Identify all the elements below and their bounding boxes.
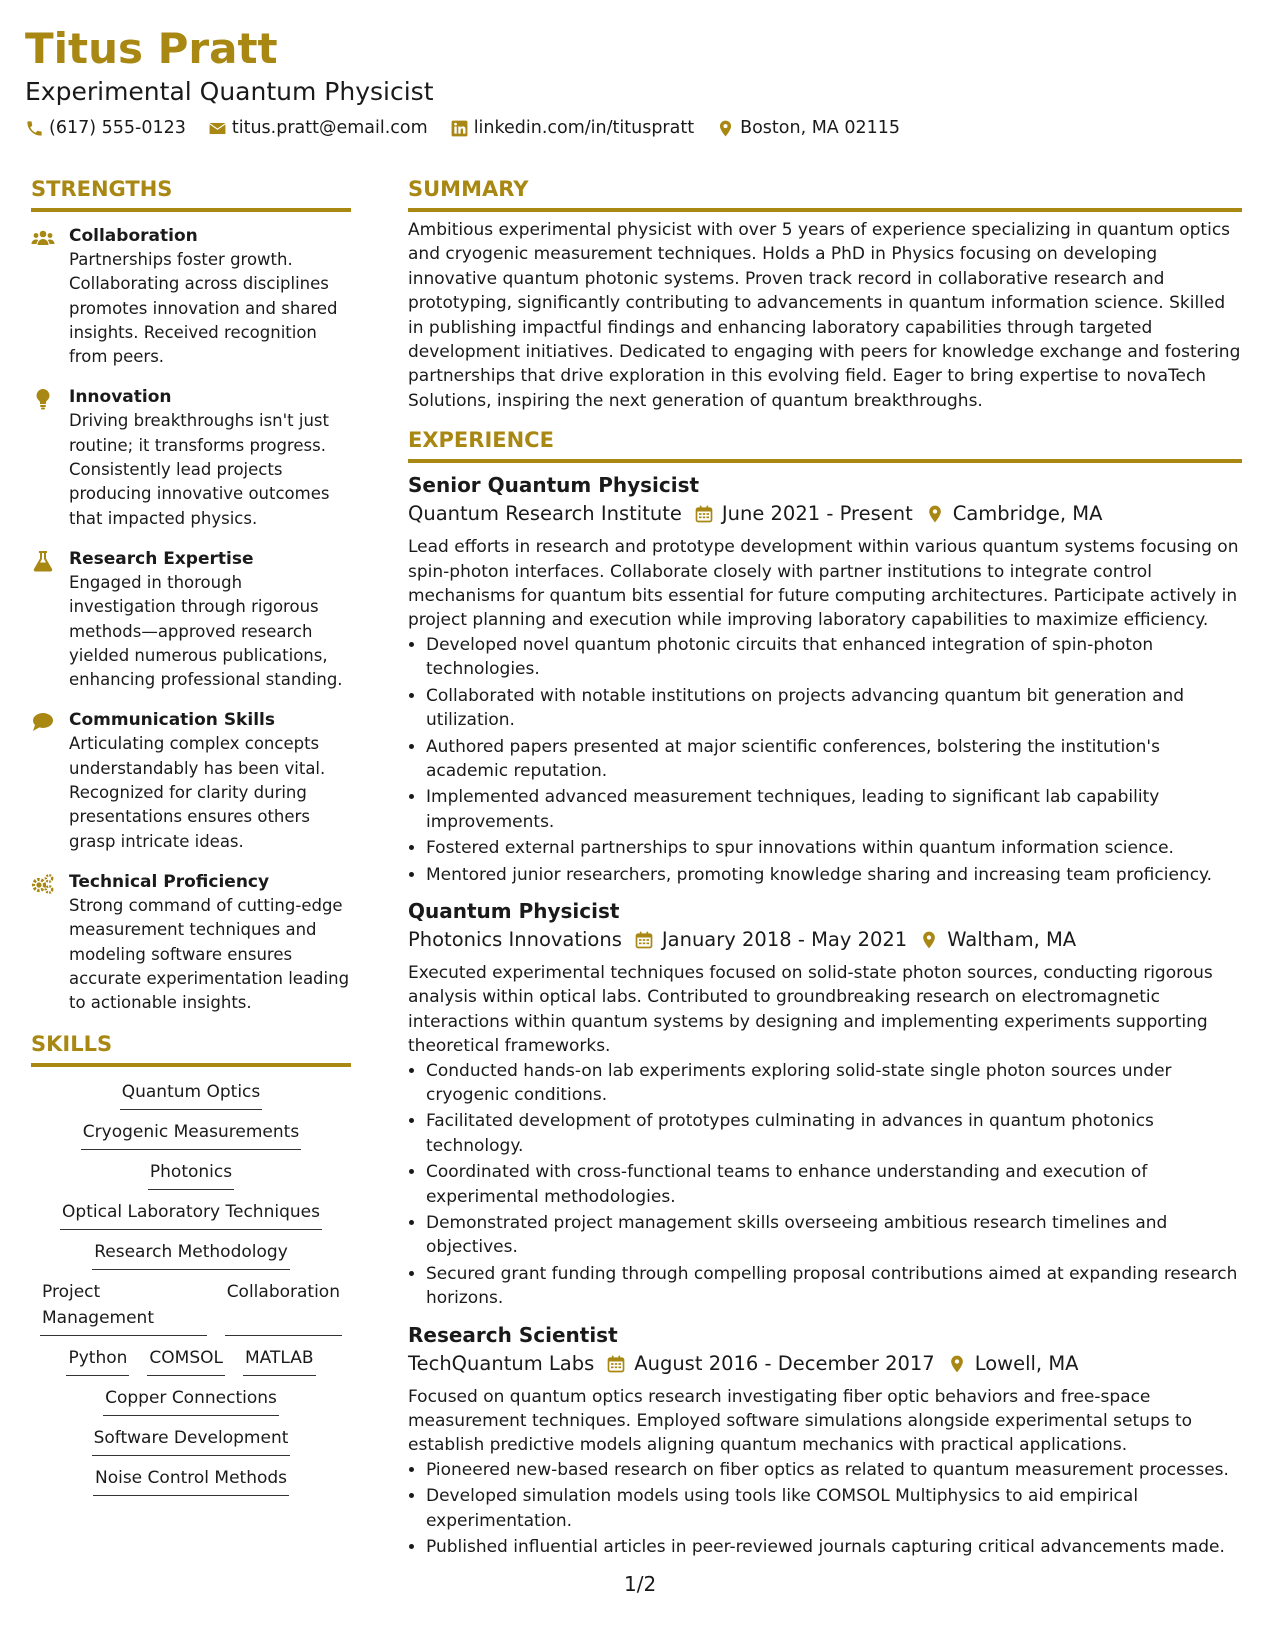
strength-text: Engaged in thorough investigation through rigorous methods—approved research yielded numerous publications, enhancing professional standing. [69,572,343,690]
page-number: 1/2 [624,1572,657,1596]
job-meta [408,925,1242,955]
skill-tag: Copper Connections [103,1385,279,1416]
job-entry [408,1321,1242,1560]
strength-item [31,708,351,853]
left-column [31,176,351,1505]
skill-tag: Software Development [92,1425,291,1456]
calendar-icon [634,930,654,950]
map-pin-icon [925,504,945,524]
map-pin-icon [716,119,735,138]
envelope-icon [208,119,227,138]
bullet-item: • Conducted hands-on lab experiments exploring solid-state single photon sources under cryogenic conditions. [426,1059,1242,1108]
flask-icon [31,550,55,572]
skills-heading: SKILLS [31,1031,351,1067]
job-bullets [408,633,1242,887]
strength-title: Technical Proficiency [69,871,270,892]
skill-tag: Research Methodology [92,1239,290,1270]
bullet-item: • Implemented advanced measurement techniques, leading to significant lab capability improvements. [426,785,1242,834]
job-title: Research Scientist [408,1322,618,1347]
skill-tag: Cryogenic Measurements [81,1119,301,1150]
header [25,22,922,138]
contact-phone [25,118,186,138]
contact-row [25,118,922,138]
job-description: Executed experimental techniques focused on solid-state photon sources, conducting rigorous analysis within optical labs. Contributed to groundbreaking research on electromagnetic interactions within quantum systems by designing and implementing experiments supporting theoretical frameworks. [408,962,1213,1057]
summary-text: Ambitious experimental physicist with over 5 years of experience specializing in quantum optics and cryogenic measurement techniques. Holds a PhD in Physics focusing on developing innovative quantum photonic systems. Proven track record in collaborative research and prototyping, significantly contributing to advancements in quantum information science. Skilled in publishing impactful findings and enhancing laboratory capabilities through targeted development initiatives. Dedicated to engaging with peers for knowledge exchange and fostering partnerships that drive exploration in this evolving field. Eager to bring expertise to novaTech Solutions, inspiring the next generation of quantum breakthroughs. [408,220,1241,411]
phone-text: (617) 555-0123 [49,118,186,138]
bullet-item: • Secured grant funding through compelling proposal contributions aimed at expanding research horizons. [426,1262,1242,1311]
strength-title: Collaboration [69,226,198,246]
strength-text: Driving breakthroughs isn't just routine; it transforms progress. Consistently lead projects producing innovative outcomes that impacted physics. [69,411,330,528]
strength-title: Communication Skills [69,710,275,731]
strength-text: Articulating complex concepts understandably has been vital. Recognized for clarity during presentations ensures others grasp intricate ideas. [69,734,326,851]
job-bullets [408,1059,1242,1311]
gears-icon [31,873,55,895]
strengths-heading: STRENGTHS [31,176,351,212]
job-description: Lead efforts in research and prototype development within various quantum systems focusing on spin-photon interfaces. Collaborate closely with partner institutions to integrate control mechanisms for quantum bits essential for future computing architectures. Participate actively in project planning and execution while improving laboratory capabilities to maximize efficiency. [408,537,1239,631]
contact-location [716,118,900,138]
candidate-name: Titus Pratt [25,24,278,73]
skill-tag: Project Management [40,1279,207,1336]
bullet-item: • Authored papers presented at major scientific conferences, bolstering the institution's academic reputation. [426,735,1242,784]
calendar-icon [606,1354,626,1374]
strength-title: Research Expertise [69,548,254,569]
strength-item [31,547,351,692]
job-location: Waltham, MA [947,927,1077,951]
skills-list [31,1079,351,1505]
bullet-item: • Pioneered new-based research on fiber optics as related to quantum measurement processes. [426,1458,1242,1482]
skill-tag: COMSOL [147,1345,225,1376]
location-text: Boston, MA 02115 [740,118,900,138]
bullet-item: • Fostered external partnerships to spur innovations within quantum information science. [426,836,1242,860]
strength-item [31,870,351,1015]
linkedin-icon [450,119,469,138]
job-dates: June 2021 - Present [721,502,913,526]
bullet-item: • Mentored junior researchers, promoting knowledge sharing and increasing team proficiency. [426,863,1242,887]
bullet-item: • Coordinated with cross-functional teams to enhance understanding and execution of experimental methodologies. [426,1160,1242,1209]
skill-tag: Quantum Optics [120,1079,263,1110]
job-meta [408,499,1242,529]
job-title: Senior Quantum Physicist [408,473,700,498]
job-location: Lowell, MA [974,1351,1079,1375]
job-entry [408,897,1242,1311]
experience-heading: EXPERIENCE [408,427,1242,463]
map-pin-icon [947,1354,967,1374]
strength-text: Partnerships foster growth. Collaborating across disciplines promotes innovation and shared insights. Received recognition from peers. [69,250,338,367]
skill-tag: Optical Laboratory Techniques [60,1199,322,1230]
strength-title: Innovation [69,387,172,408]
bullet-item: • Developed novel quantum photonic circuits that enhanced integration of spin-photon technologies. [426,633,1242,682]
phone-icon [25,119,44,138]
job-meta [408,1349,1242,1379]
skill-tag: Photonics [148,1159,234,1190]
job-company: TechQuantum Labs [408,1351,595,1375]
contact-linkedin[interactable] [450,118,694,138]
job-company: Quantum Research Institute [408,502,682,526]
summary-heading: SUMMARY [408,176,1242,212]
linkedin-text[interactable]: linkedin.com/in/tituspratt [473,118,695,138]
speech-bubble-icon [31,711,55,733]
email-text[interactable]: titus.pratt@email.com [231,118,428,138]
job-description: Focused on quantum optics research investigating fiber optic behaviors and free-space measurement techniques. Employed software simulations alongside experimental setups to establish predictive models aligning quantum mechanics with practical applications. [408,1386,1193,1456]
job-dates: January 2018 - May 2021 [661,927,908,951]
strength-item [31,385,351,530]
job-dates: August 2016 - December 2017 [634,1351,935,1375]
map-pin-icon [919,930,939,950]
skill-tag: Collaboration [225,1279,342,1336]
job-title: Quantum Physicist [408,898,620,923]
bullet-item: • Facilitated development of prototypes culminating in advances in quantum photonics technology. [426,1109,1242,1158]
bullet-item: • Published influential articles in peer-reviewed journals capturing critical advancements made. [426,1535,1242,1559]
bullet-item: • Collaborated with notable institutions on projects advancing quantum bit generation and utilization. [426,684,1242,733]
bullet-item: • Demonstrated project management skills overseeing ambitious research timelines and objectives. [426,1211,1242,1260]
right-column [408,176,1242,1569]
contact-email[interactable] [208,118,428,138]
strengths-list [31,224,351,1015]
job-company: Photonics Innovations [408,927,622,951]
users-icon [31,227,55,249]
skill-tag: Noise Control Methods [93,1465,289,1496]
skill-tag: MATLAB [243,1345,316,1376]
strength-item [31,224,351,369]
job-entry [408,471,1242,887]
bullet-item: • Developed simulation models using tools like COMSOL Multiphysics to aid empirical experimentation. [426,1484,1242,1533]
lightbulb-icon [31,388,55,410]
job-location: Cambridge, MA [952,502,1103,526]
calendar-icon [694,504,714,524]
strength-text: Strong command of cutting-edge measurement techniques and modeling software ensures accurate experimentation leading to actionable insights. [69,895,350,1013]
skill-tag: Python [66,1345,129,1376]
candidate-title: Experimental Quantum Physicist [25,77,434,106]
job-bullets [408,1458,1242,1560]
